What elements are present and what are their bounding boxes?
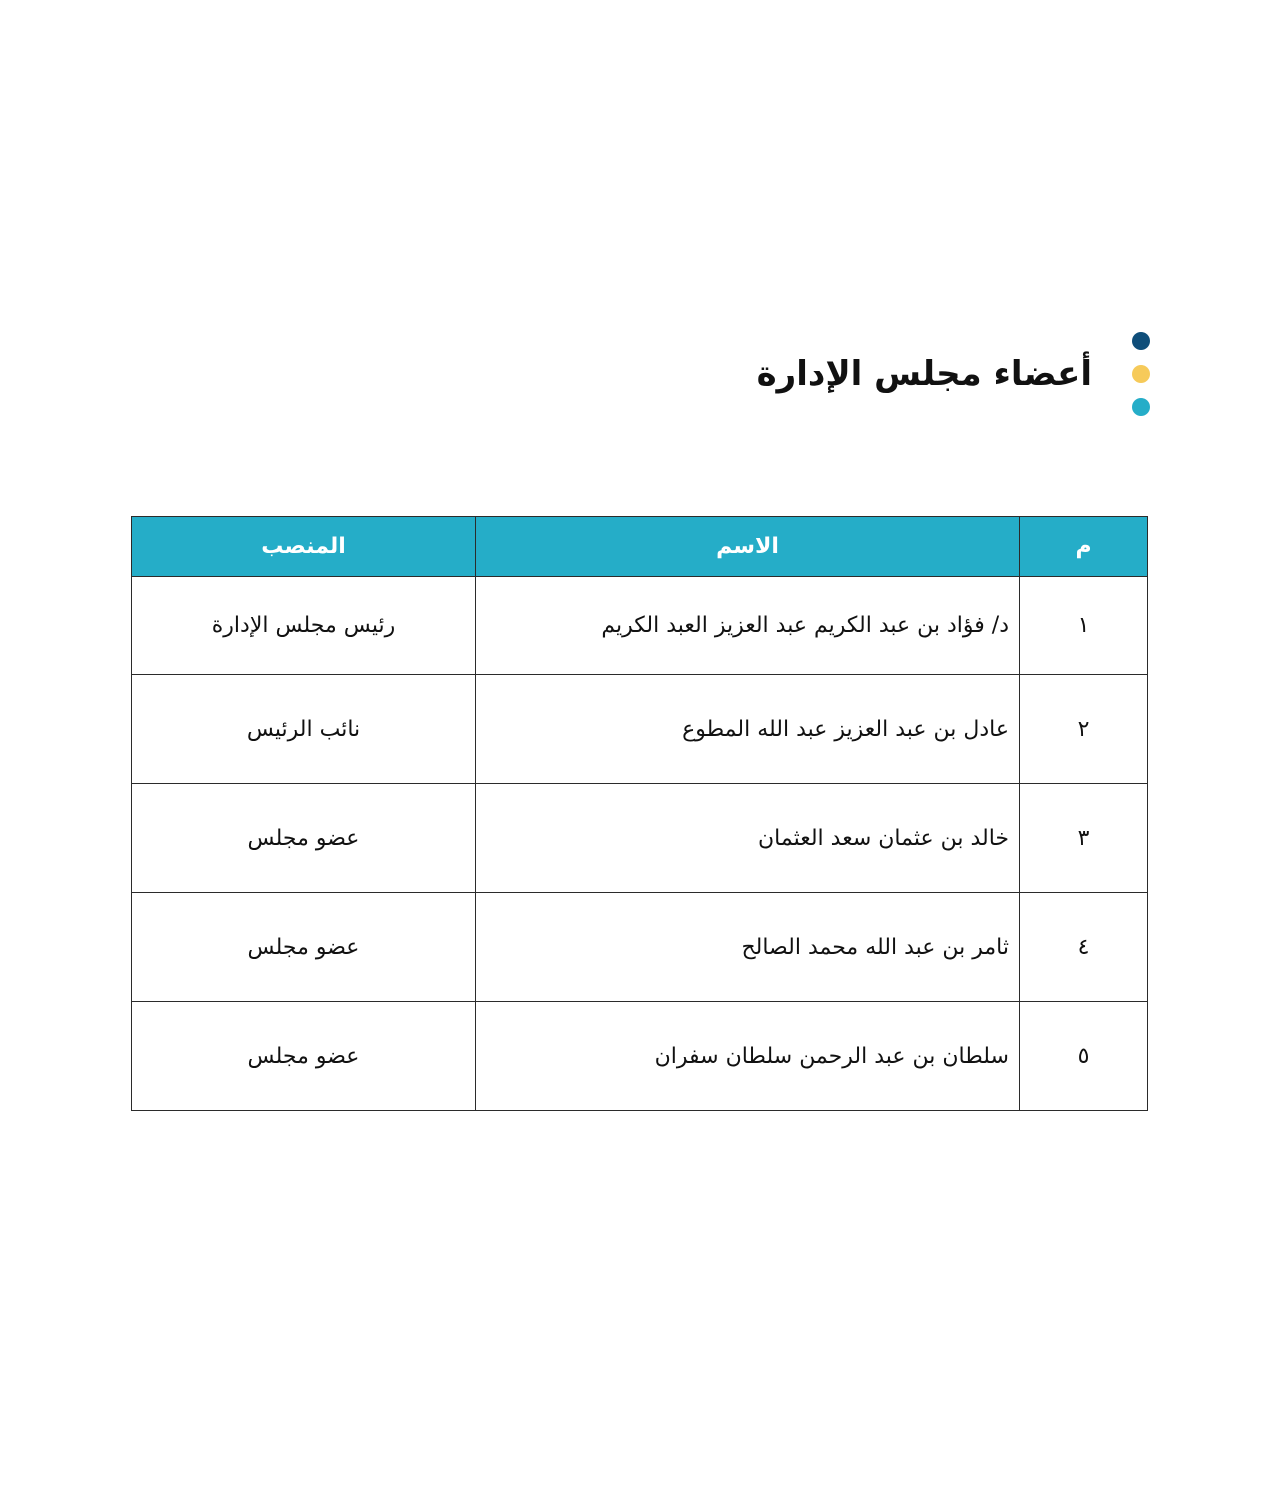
cell-number: ٥ (1020, 1002, 1148, 1111)
cell-position: نائب الرئيس (132, 675, 476, 784)
page-title: أعضاء مجلس الإدارة (756, 354, 1092, 394)
cell-position: عضو مجلس (132, 1002, 476, 1111)
cell-name: عادل بن عبد العزيز عبد الله المطوع (476, 675, 1020, 784)
column-header-number: م (1020, 517, 1148, 577)
cell-number: ١ (1020, 577, 1148, 675)
section-heading (757, 332, 1150, 416)
board-members-table (131, 516, 1148, 1111)
dot-dark-blue-icon (1132, 332, 1150, 350)
table-header-row (132, 517, 1148, 577)
cell-number: ٣ (1020, 784, 1148, 893)
cell-name: خالد بن عثمان سعد العثمان (476, 784, 1020, 893)
cell-name: د/ فؤاد بن عبد الكريم عبد العزيز العبد الكريم (476, 577, 1020, 675)
table-row (132, 577, 1148, 675)
cell-name: سلطان بن عبد الرحمن سلطان سفران (476, 1002, 1020, 1111)
table-row (132, 1002, 1148, 1111)
dot-teal-icon (1132, 398, 1150, 416)
dot-yellow-icon (1132, 365, 1150, 383)
column-header-name: الاسم (476, 517, 1020, 577)
table-header (132, 517, 1148, 577)
board-members-table-container (132, 516, 1148, 1111)
table-row (132, 784, 1148, 893)
table-row (132, 675, 1148, 784)
cell-position: عضو مجلس (132, 893, 476, 1002)
table-body (132, 577, 1148, 1111)
column-header-position: المنصب (132, 517, 476, 577)
cell-number: ٢ (1020, 675, 1148, 784)
cell-name: ثامر بن عبد الله محمد الصالح (476, 893, 1020, 1002)
cell-number: ٤ (1020, 893, 1148, 1002)
table-row (132, 893, 1148, 1002)
cell-position: عضو مجلس (132, 784, 476, 893)
three-dots-icon (1132, 332, 1150, 416)
cell-position: رئيس مجلس الإدارة (132, 577, 476, 675)
